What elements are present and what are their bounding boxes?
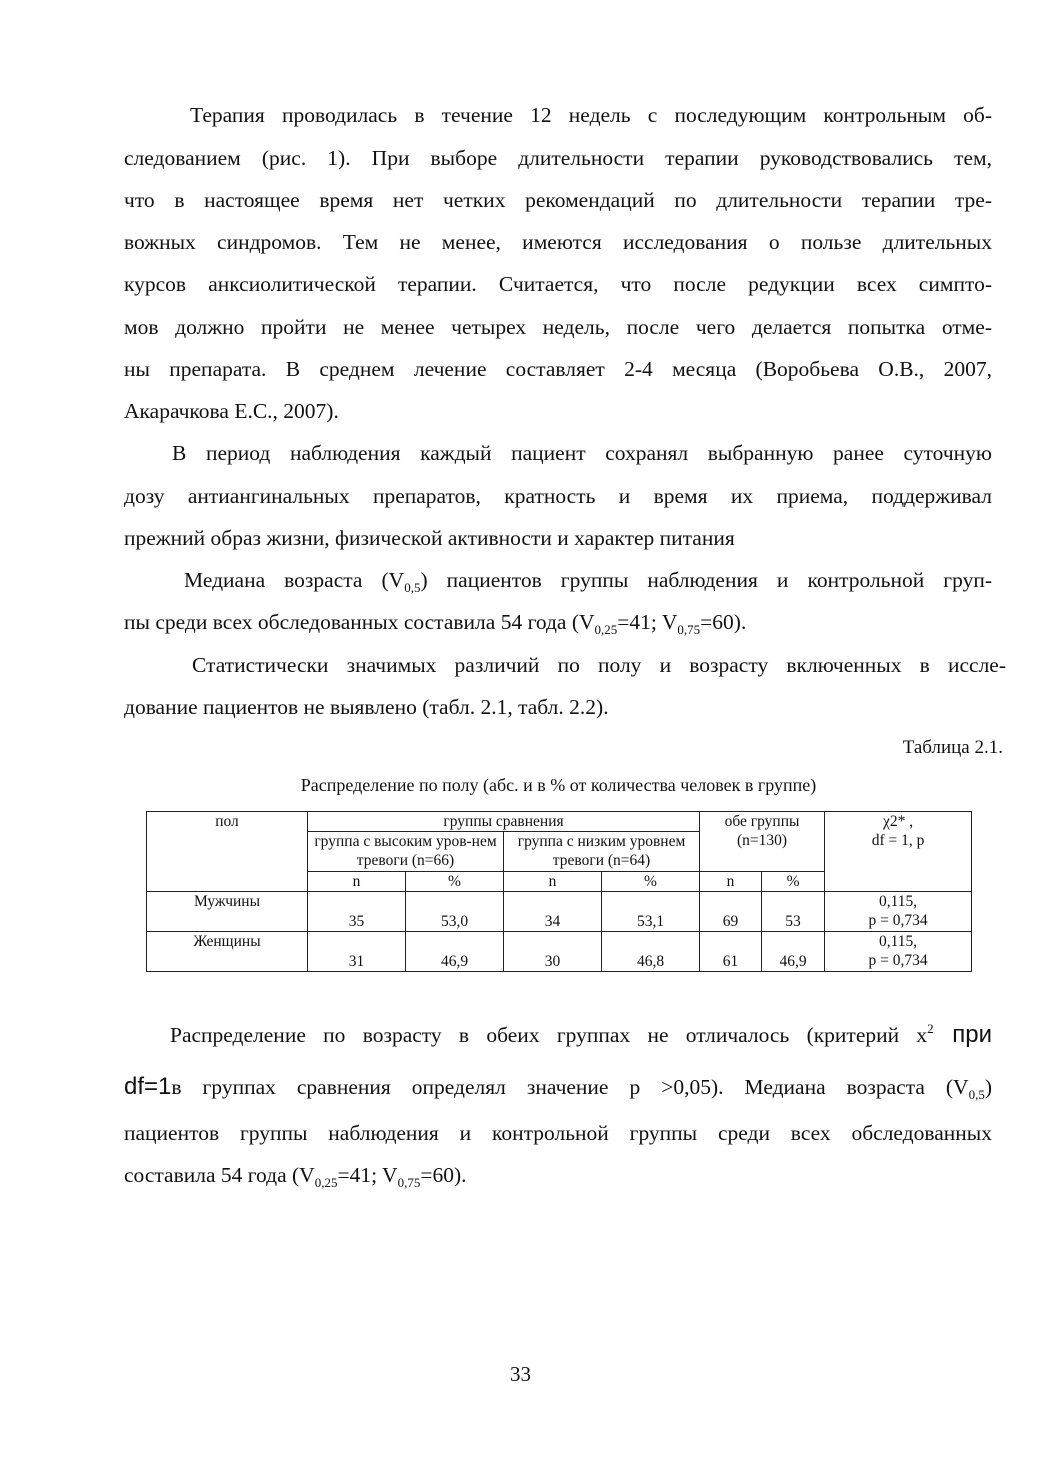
header-low-anxiety: группа с низким уровнем тревоги (n=64) — [504, 832, 700, 872]
cell-both-pct: 46,9 — [762, 932, 825, 972]
sex-distribution-table — [146, 811, 972, 972]
header-sex: пол — [147, 812, 308, 892]
header-pct: % — [406, 872, 504, 892]
cell-chi: 0,115, p = 0,734 — [825, 932, 972, 972]
para4-line1: Статистически значимых различий по полу и возрасту включенных в иссле- — [192, 653, 1006, 677]
header-n: n — [504, 872, 602, 892]
row-label: Мужчины — [147, 892, 308, 932]
para1-line7: ны препарата. В среднем лечение составляет 2-4 месяца (Воробьева О.В., 2007, — [124, 357, 992, 381]
cell-low-n: 30 — [504, 932, 602, 972]
header-n: n — [308, 872, 406, 892]
cell-low-pct: 53,1 — [602, 892, 700, 932]
header-high-anxiety: группа с высоким уров-нем тревоги (n=66) — [308, 832, 504, 872]
para3-line1: Медиана возраста $(V_{0,5})$ пациентов группы наблюдения и контрольной груп- — [184, 568, 992, 595]
para5-line3: пациентов группы наблюдения и контрольной группы среди всех обследованных — [124, 1121, 992, 1145]
para2-line2: дозу антиангинальных препаратов, кратность и время их приема, поддерживал — [124, 484, 992, 508]
para1-line1: Терапия проводилась в течение 12 недель с последующим контрольным об- — [190, 103, 992, 127]
para3-line2: пы среди всех обследованных составила 54 года ($V_{0,25}=41$; $V_{0,75}=60$). — [124, 610, 747, 637]
header-groups: группы сравнения — [308, 812, 700, 832]
cell-chi: 0,115, p = 0,734 — [825, 892, 972, 932]
header-n: n — [700, 872, 762, 892]
table-row — [147, 892, 972, 932]
para2-line1: В период наблюдения каждый пациент сохранял выбранную ранее суточную — [172, 441, 992, 465]
table-row — [147, 932, 972, 972]
row-label: Женщины — [147, 932, 308, 972]
para2-line3: прежний образ жизни, физической активности и характер питания — [124, 526, 735, 550]
cell-low-pct: 46,8 — [602, 932, 700, 972]
para1-line6: мов должно пройти не менее четырех недель, после чего делается попытка отме- — [124, 315, 992, 339]
para1-line8: Акарачкова Е.С., 2007). — [124, 399, 339, 423]
header-pct: % — [762, 872, 825, 892]
cell-high-n: 31 — [308, 932, 406, 972]
cell-both-n: 69 — [700, 892, 762, 932]
header-pct: % — [602, 872, 700, 892]
para1-line3: что в настоящее время нет четких рекомендаций по длительности терапии тре- — [124, 188, 992, 212]
page-number: 33 — [510, 1362, 531, 1386]
cell-high-n: 35 — [308, 892, 406, 932]
para4-line2: дование пациентов не выявлено (табл. 2.1, табл. 2.2). — [124, 695, 609, 719]
cell-both-n: 61 — [700, 932, 762, 972]
cell-both-pct: 53 — [762, 892, 825, 932]
cell-high-pct: 53,0 — [406, 892, 504, 932]
table-label: Таблица 2.1. — [902, 737, 1003, 758]
para5-line1: Распределение по возрасту в обеих группах не отличалось (критерий $х^2$ при — [170, 1021, 993, 1048]
para5-line2: df=1в группах сравнения определял значение p >0,05). Медиана возраста $(V_{0,5})$ — [124, 1073, 992, 1102]
para1-line5: курсов анксиолитической терапии. Считается, что после редукции всех симпто- — [124, 272, 992, 296]
header-both: обе группы (n=130) — [700, 812, 825, 872]
cell-low-n: 34 — [504, 892, 602, 932]
para1-line2: следованием (рис. 1). При выборе длительности терапии руководствовались тем, — [124, 146, 992, 170]
para1-line4: вожных синдромов. Тем не менее, имеются исследования о пользе длительных — [124, 230, 992, 254]
table-title: Распределение по полу (абс. и в % от количества человек в группе) — [300, 775, 817, 795]
cell-high-pct: 46,9 — [406, 932, 504, 972]
para5-line4: составила 54 года ($V_{0,25}=41$; $V_{0,75}=60$). — [124, 1163, 467, 1190]
header-chi: χ2* , df = 1, p — [825, 812, 972, 892]
